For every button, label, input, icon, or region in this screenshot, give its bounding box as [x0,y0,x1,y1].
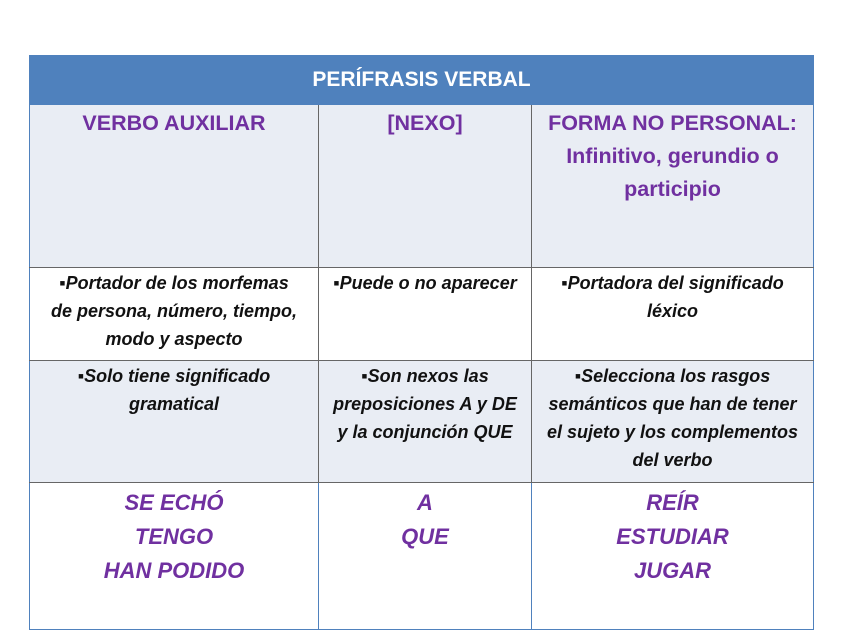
table-title: PERÍFRASIS VERBAL [30,56,814,105]
header-cell-nonpersonal-form [532,105,814,268]
header-line: VERBO AUXILIAR [82,111,266,135]
header-line: FORMA NO PERSONAL: [548,111,797,135]
example-item: JUGAR [634,558,712,583]
desc-line: ▪Son nexos las [361,366,489,386]
desc-cell-auxiliary-verb-1 [30,268,319,361]
desc-line: ▪Portadora del significado [561,273,784,293]
example-item: QUE [401,524,449,549]
header-line: [NEXO] [387,111,463,135]
example-item: REÍR [646,490,699,515]
example-item: ESTUDIAR [616,524,729,549]
desc-line: modo y aspecto [105,329,243,349]
periphrasis-table [29,55,814,630]
example-item: HAN PODIDO [103,558,245,583]
desc-cell-auxiliary-verb-2 [30,361,319,483]
header-cell-nexus [319,105,532,268]
desc-cell-nonpersonal-form-2 [532,361,814,483]
desc-line: y la conjunción QUE [337,422,513,442]
desc-cell-nonpersonal-form-1 [532,268,814,361]
desc-line: semánticos que han de tener [548,394,797,414]
title-row [30,56,814,105]
example-item: TENGO [134,524,214,549]
desc-line: el sujeto y los complementos [546,422,799,442]
desc-cell-nexus-1 [319,268,532,361]
examples-row [30,483,814,630]
desc-line: ▪Portador de los morfemas [59,273,289,293]
desc-line: ▪Selecciona los rasgos [574,366,771,386]
description-row-1 [30,268,814,361]
header-line: Infinitivo, gerundio o [566,144,779,168]
desc-line: de persona, número, tiempo, [50,301,298,321]
periphrasis-table-container [29,55,813,630]
header-line: participio [624,177,721,201]
desc-line: preposiciones A y DE [333,394,517,414]
examples-cell-auxiliary-verb [30,483,319,630]
example-item: A [417,490,433,515]
description-row-2 [30,361,814,483]
desc-line: del verbo [632,450,713,470]
header-row [30,105,814,268]
examples-cell-nonpersonal-form [532,483,814,630]
desc-line: ▪Solo tiene significado [77,366,271,386]
desc-cell-nexus-2 [319,361,532,483]
header-cell-auxiliary-verb [30,105,319,268]
examples-cell-nexus [319,483,532,630]
desc-line: ▪Puede o no aparecer [333,273,517,293]
desc-line: gramatical [128,394,220,414]
example-item: SE ECHÓ [124,490,224,515]
desc-line: léxico [646,301,699,321]
